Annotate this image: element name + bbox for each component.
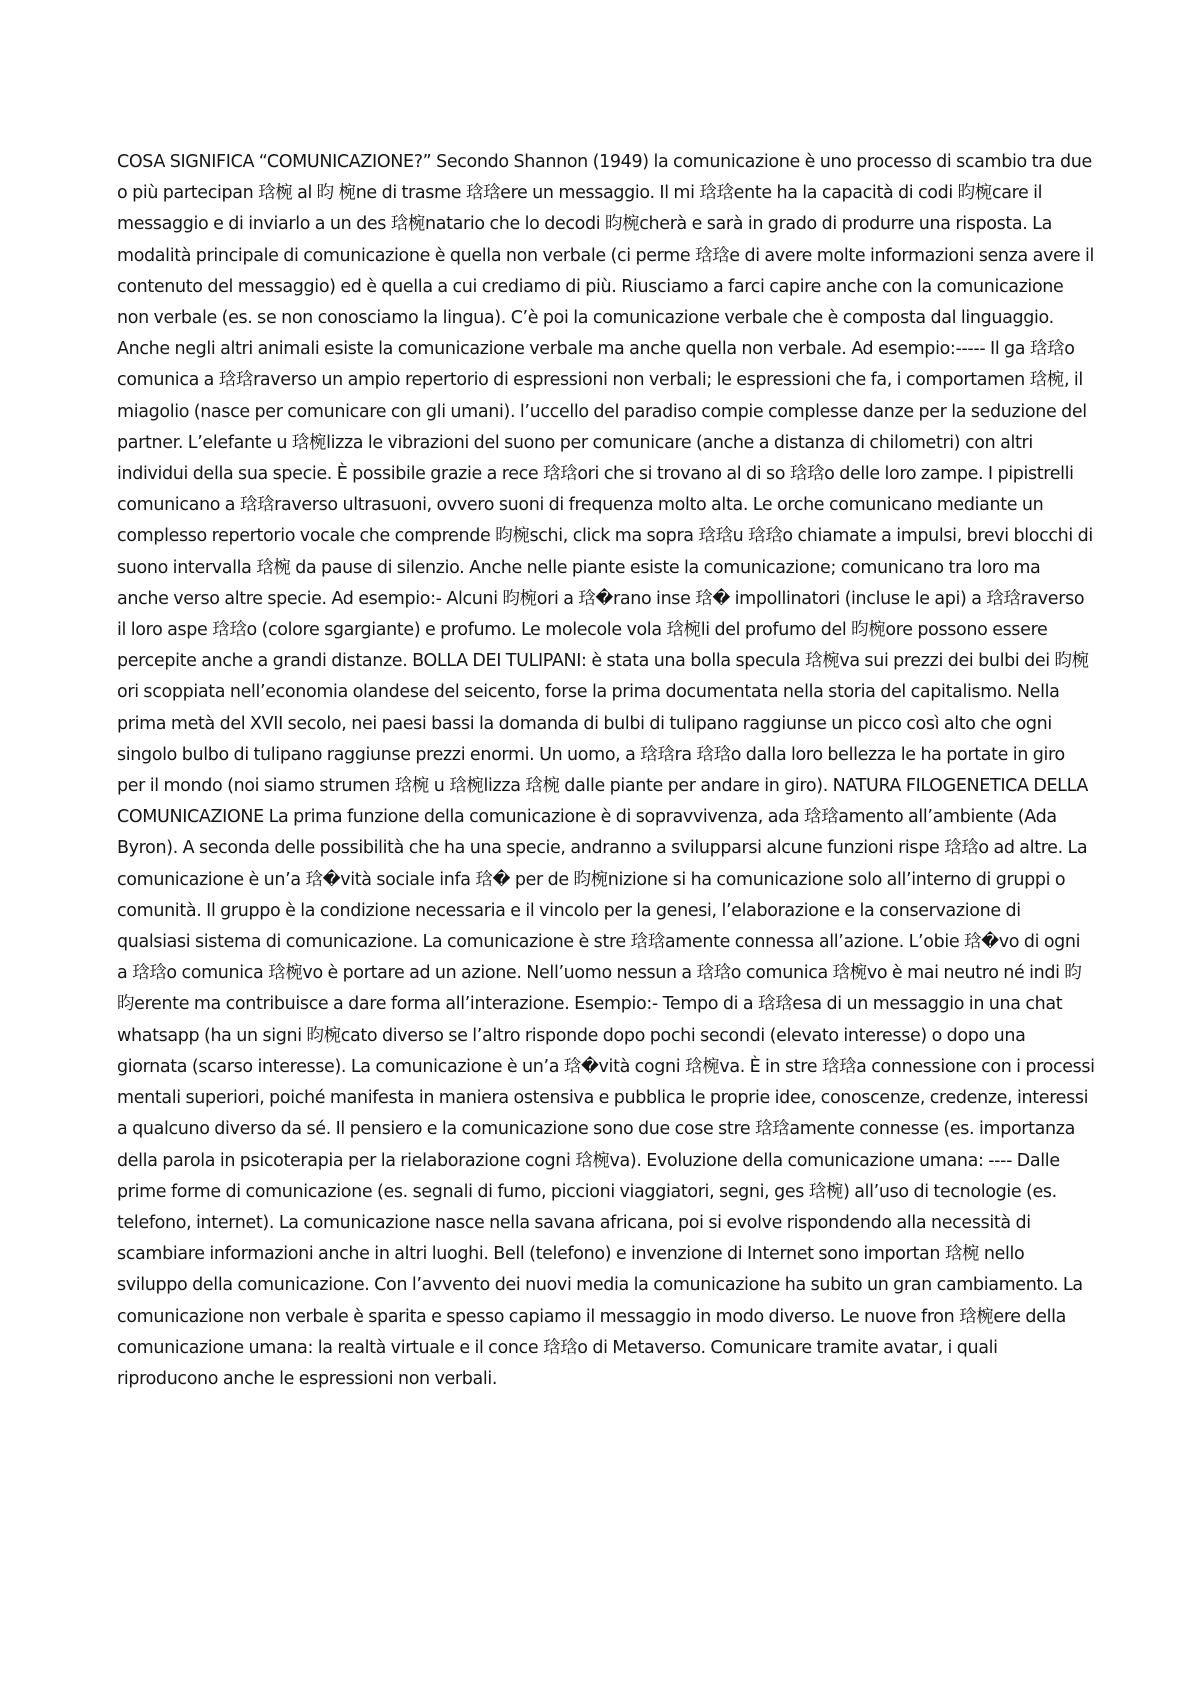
document-body-paragraph: COSA SIGNIFICA “COMUNICAZIONE?” Secondo Shannon (1949) la comunicazione è uno processo di scambio tra due o più partecipan 琀椀 al 昀 椀ne di trasme 琀琀ere un messaggio. Il mi 琀琀ente ha la capacità di codi 昀椀care il messaggio e di inviarlo a un des 琀椀natario che lo decodi 昀椀cherà e sarà in grado di produrre una risposta. La modalità principale di comunicazione è quella non verbale (ci perme 琀琀e di avere molte informazioni senza avere il contenuto del messaggio) ed è quella a cui crediamo di più. Riusciamo a farci capire anche con la comunicazione non verbale (es. se non conosciamo la lingua). C’è poi la comunicazione verbale che è composta dal linguaggio. Anche negli altri animali esiste la comunicazione verbale ma anche quella non verbale. Ad esempio:----- Il ga 琀琀o comunica a 琀琀raverso un ampio repertorio di espressioni non verbali; le espressioni che fa, i comportamen 琀椀, il miagolio (nasce per comunicare con gli umani). l’uccello del paradiso compie complesse danze per la seduzione del partner. L’elefante u 琀椀lizza le vibrazioni del suono per comunicare (anche a distanza di chilometri) con altri individui della sua specie. È possibile grazie a rece 琀琀ori che si trovano al di so 琀琀o delle loro zampe. I pipistrelli comunicano a 琀琀raverso ultrasuoni, ovvero suoni di frequenza molto alta. Le orche comunicano mediante un complesso repertorio vocale che comprende 昀椀schi, click ma sopra 琀琀u 琀琀o chiamate a impulsi, brevi blocchi di suono intervalla 琀椀 da pause di silenzio. Anche nelle piante esiste la comunicazione; comunicano tra loro ma anche verso altre specie. Ad esempio:- Alcuni 昀椀ori a 琀�rano inse 琀� impollinatori (incluse le api) a 琀琀raverso il loro aspe 琀琀o (colore sgargiante) e profumo. Le molecole vola 琀椀li del profumo del 昀椀ore possono essere percepite anche a grandi distanze. BOLLA DEI TULIPANI: è stata una bolla specula 琀椀va sui prezzi dei bulbi dei 昀椀ori scoppiata nell’economia olandese del seicento, forse la prima documentata nella storia del capitalismo. Nella prima metà del XVII secolo, nei paesi bassi la domanda di bulbi di tulipano raggiunse un picco così alto che ogni singolo bulbo di tulipano raggiunse prezzi enormi. Un uomo, a 琀琀ra 琀琀o dalla loro bellezza le ha portate in giro per il mondo (noi siamo strumen 琀椀 u 琀椀lizza 琀椀 dalle piante per andare in giro). NATURA FILOGENETICA DELLA COMUNICAZIONE La prima funzione della comunicazione è di sopravvivenza, ada 琀琀amento all’ambiente (Ada Byron). A seconda delle possibilità che ha una specie, andranno a svilupparsi alcune funzioni rispe 琀琀o ad altre. La comunicazione è un’a 琀�vità sociale infa 琀� per de 昀椀nizione si ha comunicazione solo all’interno di gruppi o comunità. Il gruppo è la condizione necessaria e il vincolo per la genesi, l’elaborazione e la conservazione di qualsiasi sistema di comunicazione. La comunicazione è stre 琀琀amente connessa all’azione. L’obie 琀�vo di ogni a 琀琀o comunica 琀椀vo è portare ad un azione. Nell’uomo nessun a 琀琀o comunica 琀椀vo è mai neutro né indi 昀昀erente ma contribuisce a dare forma all’interazione. Esempio:- Tempo di a 琀琀esa di un messaggio in una chat whatsapp (ha un signi 昀椀cato diverso se l’altro risponde dopo pochi secondi (elevato interesse) o dopo una giornata (scarso interesse). La comunicazione è un’a 琀�vità cogni 琀椀va. È in stre 琀琀a connessione con i processi mentali superiori, poiché manifesta in maniera ostensiva e pubblica le proprie idee, conoscenze, credenze, interessi a qualcuno diverso da sé. Il pensiero e la comunicazione sono due cose stre 琀琀amente connesse (es. importanza della parola in psicoterapia per la rielaborazione cogni 琀椀va). Evoluzione della comunicazione umana: ---- Dalle prime forme di comunicazione (es. segnali di fumo, piccioni viaggiatori, segni, ges 琀椀) all’uso di tecnologie (es. telefono, internet). La comunicazione nasce nella savana africana, poi si evolve rispondendo alla necessità di scambiare informazioni anche in altri luoghi. Bell (telefono) e invenzione di Internet sono importan 琀椀 nello sviluppo della comunicazione. Con l’avvento dei nuovi media la comunicazione ha subito un gran cambiamento. La comunicazione non verbale è sparita e spesso capiamo il messaggio in modo diverso. Le nuove fron 琀椀ere della comunicazione umana: la realtà virtuale e il conce 琀琀o di Metaverso. Comunicare tramite avatar, i quali riproducono anche le espressioni non verbali. xyxy=(117,152,1095,1389)
